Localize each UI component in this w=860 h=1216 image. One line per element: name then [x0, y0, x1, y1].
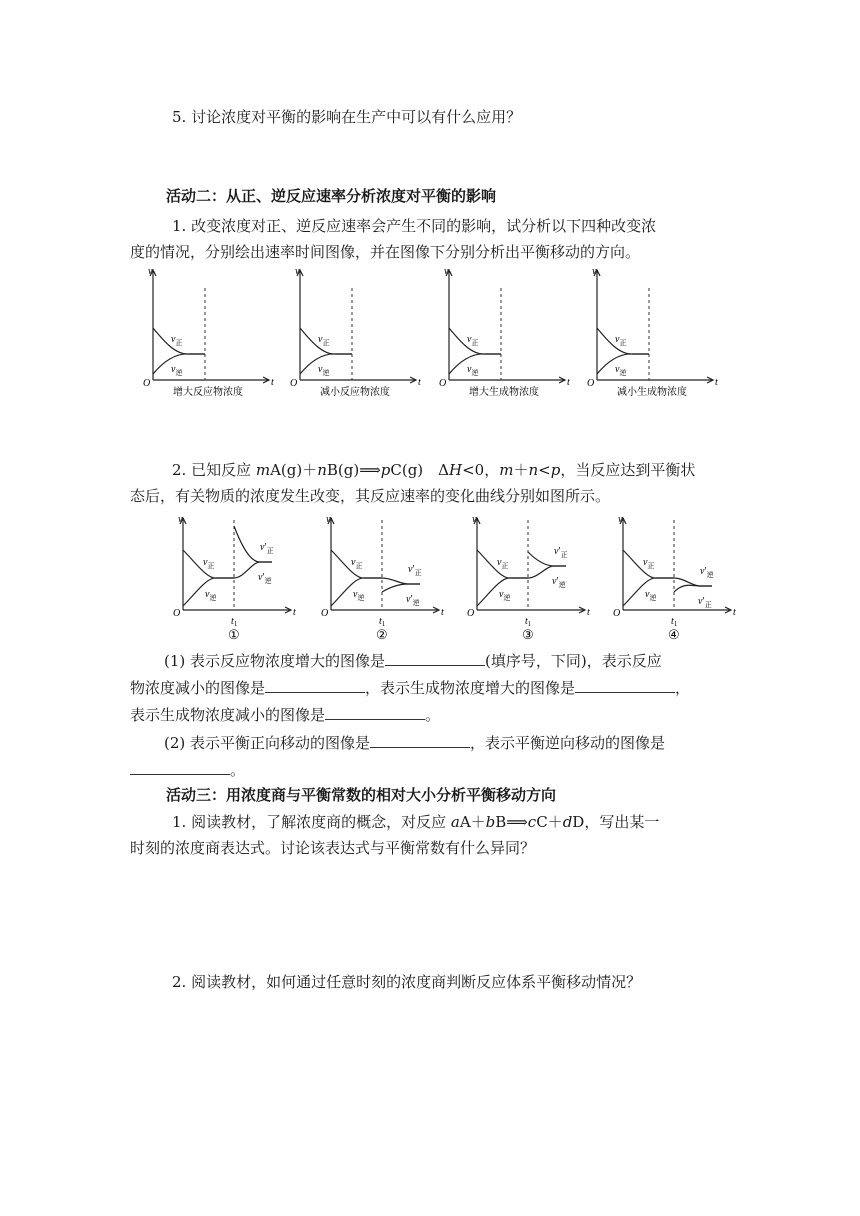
axis-label-origin: O — [143, 378, 151, 389]
label-v-prime-lower: $v'_正$ — [698, 596, 712, 609]
fill-1-line1: (1) 表示反应物浓度增大的图像是 (填序号，下同)，表示反应 — [164, 652, 662, 670]
activity-3-q1-line1: 1. 阅读教材，了解浓度商的概念，对反应 aA＋bB⟹cC＋dD，写出某一 — [172, 813, 660, 831]
v-reverse-prime-curve — [234, 562, 272, 578]
axis-label-t: t — [293, 607, 296, 618]
activity-3-title: 活动三：用浓度商与平衡常数的相对大小分析平衡移动方向 — [166, 786, 557, 804]
label-v-forward: $v_正$ — [467, 334, 479, 347]
axis-label-origin: O — [587, 378, 595, 389]
fill-2-line2: 。 — [130, 759, 245, 780]
question-5: 5. 讨论浓度对平衡的影响在生产中可以有什么应用？ — [172, 108, 522, 126]
activity-2-q1-line2: 度的情况，分别绘出速率时间图像，并在图像下分别分析出平衡移动的方向。 — [130, 243, 641, 261]
label-v-prime-lower: $v'_逆$ — [552, 576, 566, 589]
answer-blank[interactable] — [575, 677, 675, 693]
graph-marker: ③ — [522, 627, 534, 642]
v-forward-prime-curve — [528, 566, 566, 578]
axis-label-v: v — [618, 514, 623, 525]
activity-2-q2-line2: 态后，有关物质的浓度发生改变，其反应速率的变化曲线分别如图所示。 — [130, 487, 611, 505]
axis-label-t: t — [587, 607, 590, 618]
axis-label-v: v — [295, 266, 300, 277]
axis-label-v: v — [148, 266, 153, 277]
fill-2-line1: (2) 表示平衡正向移动的图像是 ，表示平衡逆向移动的图像是 — [164, 734, 666, 752]
label-v-prime-lower: $v'_逆$ — [406, 594, 420, 607]
axis-label-origin: O — [613, 608, 621, 619]
axis-label-t1: $t_1$ — [671, 616, 678, 628]
axis-label-origin: O — [173, 608, 181, 619]
answer-blank[interactable] — [130, 759, 230, 775]
axis-label-t: t — [567, 377, 570, 388]
graph-marker: ① — [228, 627, 240, 642]
axis-label-t1: $t_1$ — [525, 616, 532, 628]
axis-label-t1: $t_1$ — [379, 616, 386, 628]
label-v-reverse: $v_逆$ — [171, 364, 183, 377]
axis-label-t: t — [441, 607, 444, 618]
label-v-forward: $v_正$ — [497, 557, 509, 570]
v-forward-prime-curve — [382, 578, 420, 584]
axis-label-origin: O — [467, 608, 475, 619]
graph-caption: 减小生成物浓度 — [617, 387, 687, 398]
activity-3-q1-line2: 时刻的浓度商表达式。讨论该表达式与平衡常数有什么异同？ — [130, 839, 536, 857]
activity-2-q2-line1: 2. 已知反应 mA(g)＋nB(g)⟹pC(g) ΔH<0，m＋n<p，当反应达到平衡状 — [172, 461, 696, 479]
label-v-prime-upper: $v'_正$ — [408, 564, 422, 577]
label-v-prime-lower: $v'_逆$ — [258, 572, 272, 585]
answer-blank[interactable] — [370, 732, 470, 748]
label-v-prime-upper: $v'_正$ — [554, 546, 568, 559]
axis-label-t1: $t_1$ — [231, 616, 238, 628]
axis-label-v: v — [472, 514, 477, 525]
label-v-reverse: $v_逆$ — [353, 589, 365, 602]
axis-label-t: t — [715, 377, 718, 388]
label-v-forward: $v_正$ — [171, 334, 183, 347]
label-v-reverse: $v_逆$ — [467, 364, 479, 377]
label-v-prime-upper: $v'_逆$ — [700, 566, 714, 579]
axis-label-t: t — [418, 377, 421, 388]
activity-3-q2: 2. 阅读教材，如何通过任意时刻的浓度商判断反应体系平衡移动情况？ — [172, 973, 642, 991]
axis-label-v: v — [592, 266, 597, 277]
label-v-forward: $v_正$ — [615, 334, 627, 347]
fill-1-line2: 物浓度减小的图像是 ，表示生成物浓度增大的图像是 ， — [130, 679, 691, 697]
axis-label-t: t — [733, 607, 736, 618]
fill-1-line3: 表示生成物浓度减小的图像是 。 — [130, 706, 441, 724]
label-v-reverse: $v_逆$ — [318, 364, 330, 377]
axis-label-origin: O — [290, 378, 298, 389]
label-v-reverse: $v_逆$ — [205, 589, 217, 602]
label-v-forward: $v_正$ — [318, 334, 330, 347]
label-v-reverse: $v_逆$ — [499, 589, 511, 602]
graph-caption: 增大反应物浓度 — [173, 387, 243, 398]
axis-label-origin: O — [321, 608, 329, 619]
axis-label-v: v — [326, 514, 331, 525]
axis-label-origin: O — [439, 378, 447, 389]
activity-2-q1-line1: 1. 改变浓度对正、逆反应速率会产生不同的影响，试分析以下四种改变浓 — [172, 217, 657, 235]
label-v-reverse: $v_逆$ — [615, 364, 627, 377]
v-reverse-prime-curve — [382, 584, 420, 592]
answer-blank[interactable] — [385, 650, 485, 666]
axis-label-t: t — [271, 377, 274, 388]
graph-caption: 增大生成物浓度 — [469, 387, 539, 398]
label-v-reverse: $v_逆$ — [645, 589, 657, 602]
answer-blank[interactable] — [265, 677, 365, 693]
v-reverse-prime-curve — [674, 578, 712, 586]
activity-2-title: 活动二：从正、逆反应速率分析浓度对平衡的影响 — [166, 187, 497, 205]
label-v-forward: $v_正$ — [643, 557, 655, 570]
axis-label-v: v — [444, 266, 449, 277]
graph-marker: ② — [376, 627, 388, 642]
graph-marker: ④ — [668, 627, 680, 642]
label-v-forward: $v_正$ — [351, 557, 363, 570]
label-v-prime-upper: $v'_正$ — [260, 542, 274, 555]
label-v-forward: $v_正$ — [203, 557, 215, 570]
graph-caption: 减小反应物浓度 — [320, 387, 390, 398]
axis-label-v: v — [178, 514, 183, 525]
answer-blank[interactable] — [325, 704, 425, 720]
